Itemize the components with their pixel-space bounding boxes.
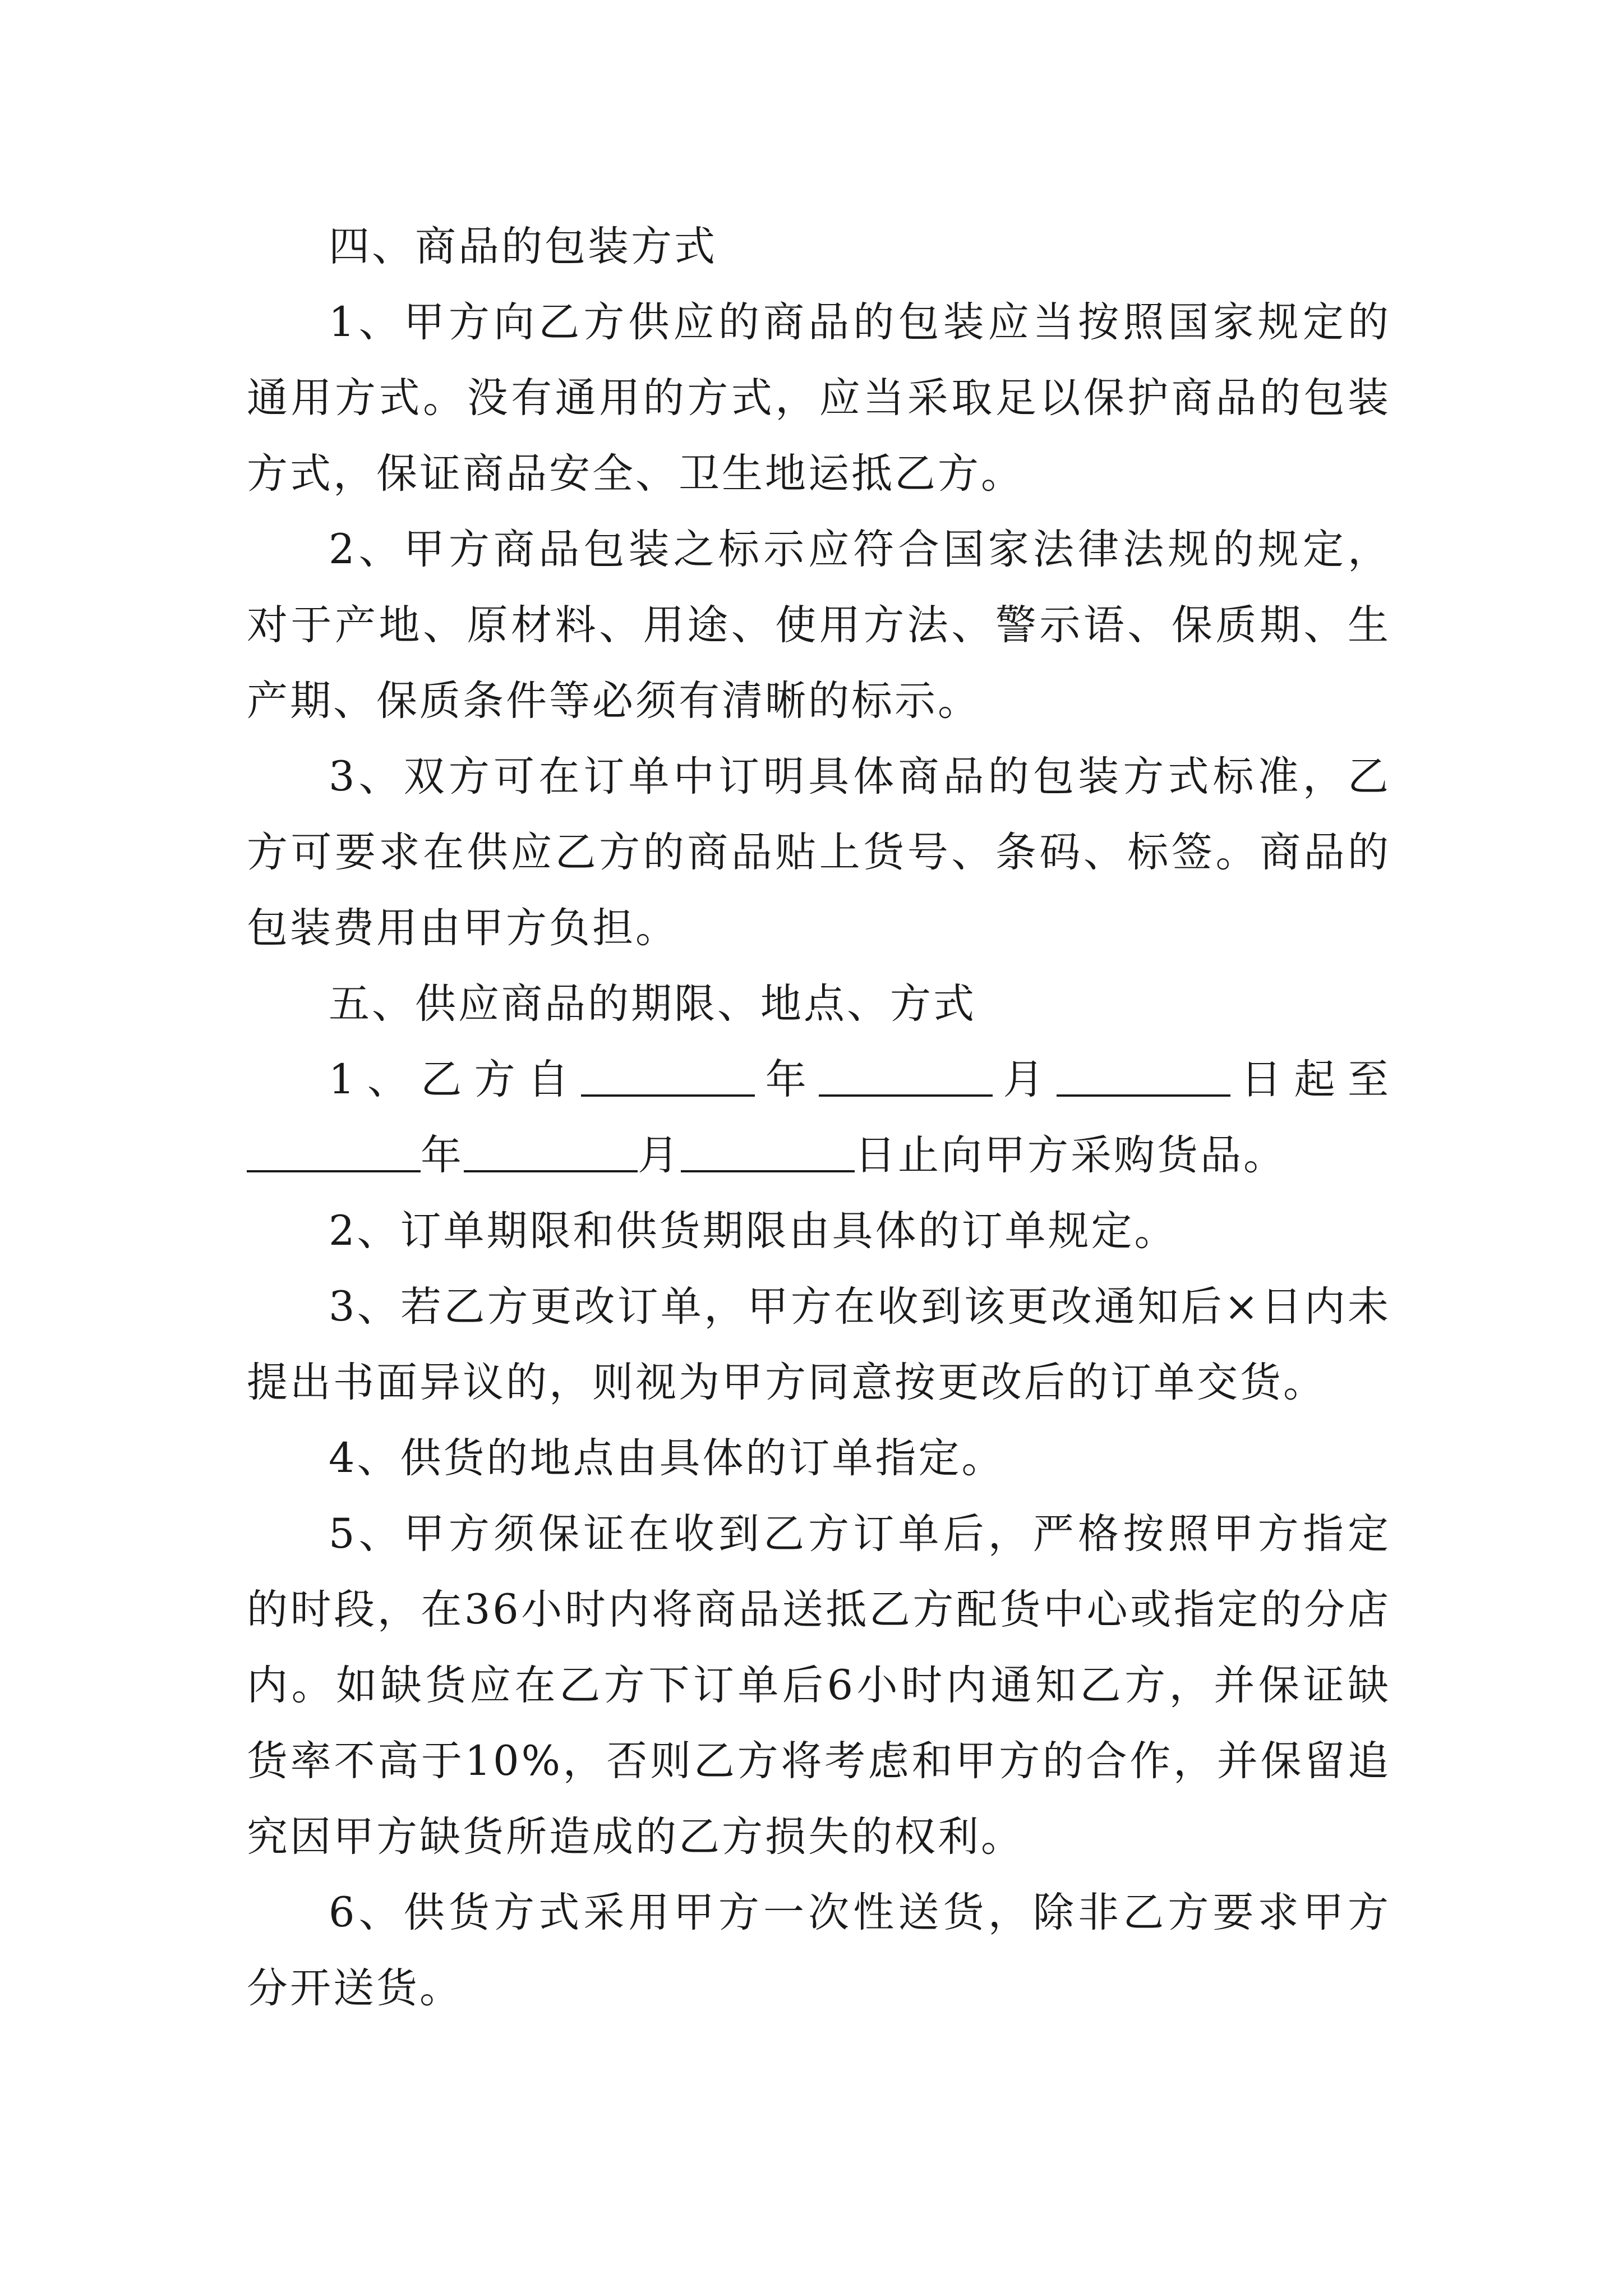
section-5-paragraph-2: 2、订单期限和供货期限由具体的订单规定。	[329, 1207, 1178, 1255]
section-5-paragraph-1-continued	[247, 1117, 1391, 1193]
year-label-1: 年	[755, 1056, 819, 1103]
month-label-1: 月	[993, 1056, 1057, 1103]
section-4-paragraph-3: 3、双方可在订单中订明具体商品的包装方式标准，乙方可要求在供应乙方的商品贴上货号、条码、标签。商品的包装费用由甲方负担。	[247, 753, 1391, 952]
section-5-heading: 五、供应商品的期限、地点、方式	[329, 980, 976, 1028]
section-5-paragraph-1	[247, 1042, 1391, 1117]
day-blank-1	[1057, 1055, 1230, 1097]
year-blank-1	[581, 1055, 755, 1097]
section-5-paragraph-3: 3、若乙方更改订单，甲方在收到该更改通知后×日内未提出书面异议的，则视为甲方同意按更改后的订单交货。	[247, 1283, 1391, 1406]
section-5-paragraph-6: 6、供货方式采用甲方一次性送货，除非乙方要求甲方分开送货。	[247, 1889, 1391, 2012]
month-blank-2	[464, 1131, 638, 1172]
month-blank-1	[819, 1055, 993, 1097]
day-label-1: 日起至	[1230, 1056, 1391, 1103]
section-4-heading: 四、商品的包装方式	[329, 223, 717, 270]
year-label-2: 年	[421, 1131, 464, 1179]
day-blank-2	[681, 1131, 855, 1172]
document-body	[247, 209, 1391, 2026]
section-5-paragraph-5: 5、甲方须保证在收到乙方订单后，严格按照甲方指定的时段，在36小时内将商品送抵乙方配货中心或指定的分店内。如缺货应在乙方下订单后6小时内通知乙方，并保证缺货率不高于10%，否则乙方将考虑和甲方的合作，并保留追究因甲方缺货所造成的乙方损失的权利。	[247, 1510, 1391, 1861]
date-suffix: 日止向甲方采购货品。	[855, 1131, 1287, 1179]
year-blank-2	[247, 1131, 421, 1172]
section-4-paragraph-2: 2、甲方商品包装之标示应符合国家法律法规的规定，对于产地、原材料、用途、使用方法、警示语、保质期、生产期、保质条件等必须有清晰的标示。	[247, 526, 1391, 725]
month-label-2: 月	[638, 1131, 681, 1179]
date-prefix: 1、乙方自	[329, 1056, 582, 1103]
section-4-paragraph-1: 1、甲方向乙方供应的商品的包装应当按照国家规定的通用方式。没有通用的方式，应当采取足以保护商品的包装方式，保证商品安全、卫生地运抵乙方。	[247, 298, 1391, 498]
section-5-paragraph-4: 4、供货的地点由具体的订单指定。	[329, 1434, 1005, 1482]
